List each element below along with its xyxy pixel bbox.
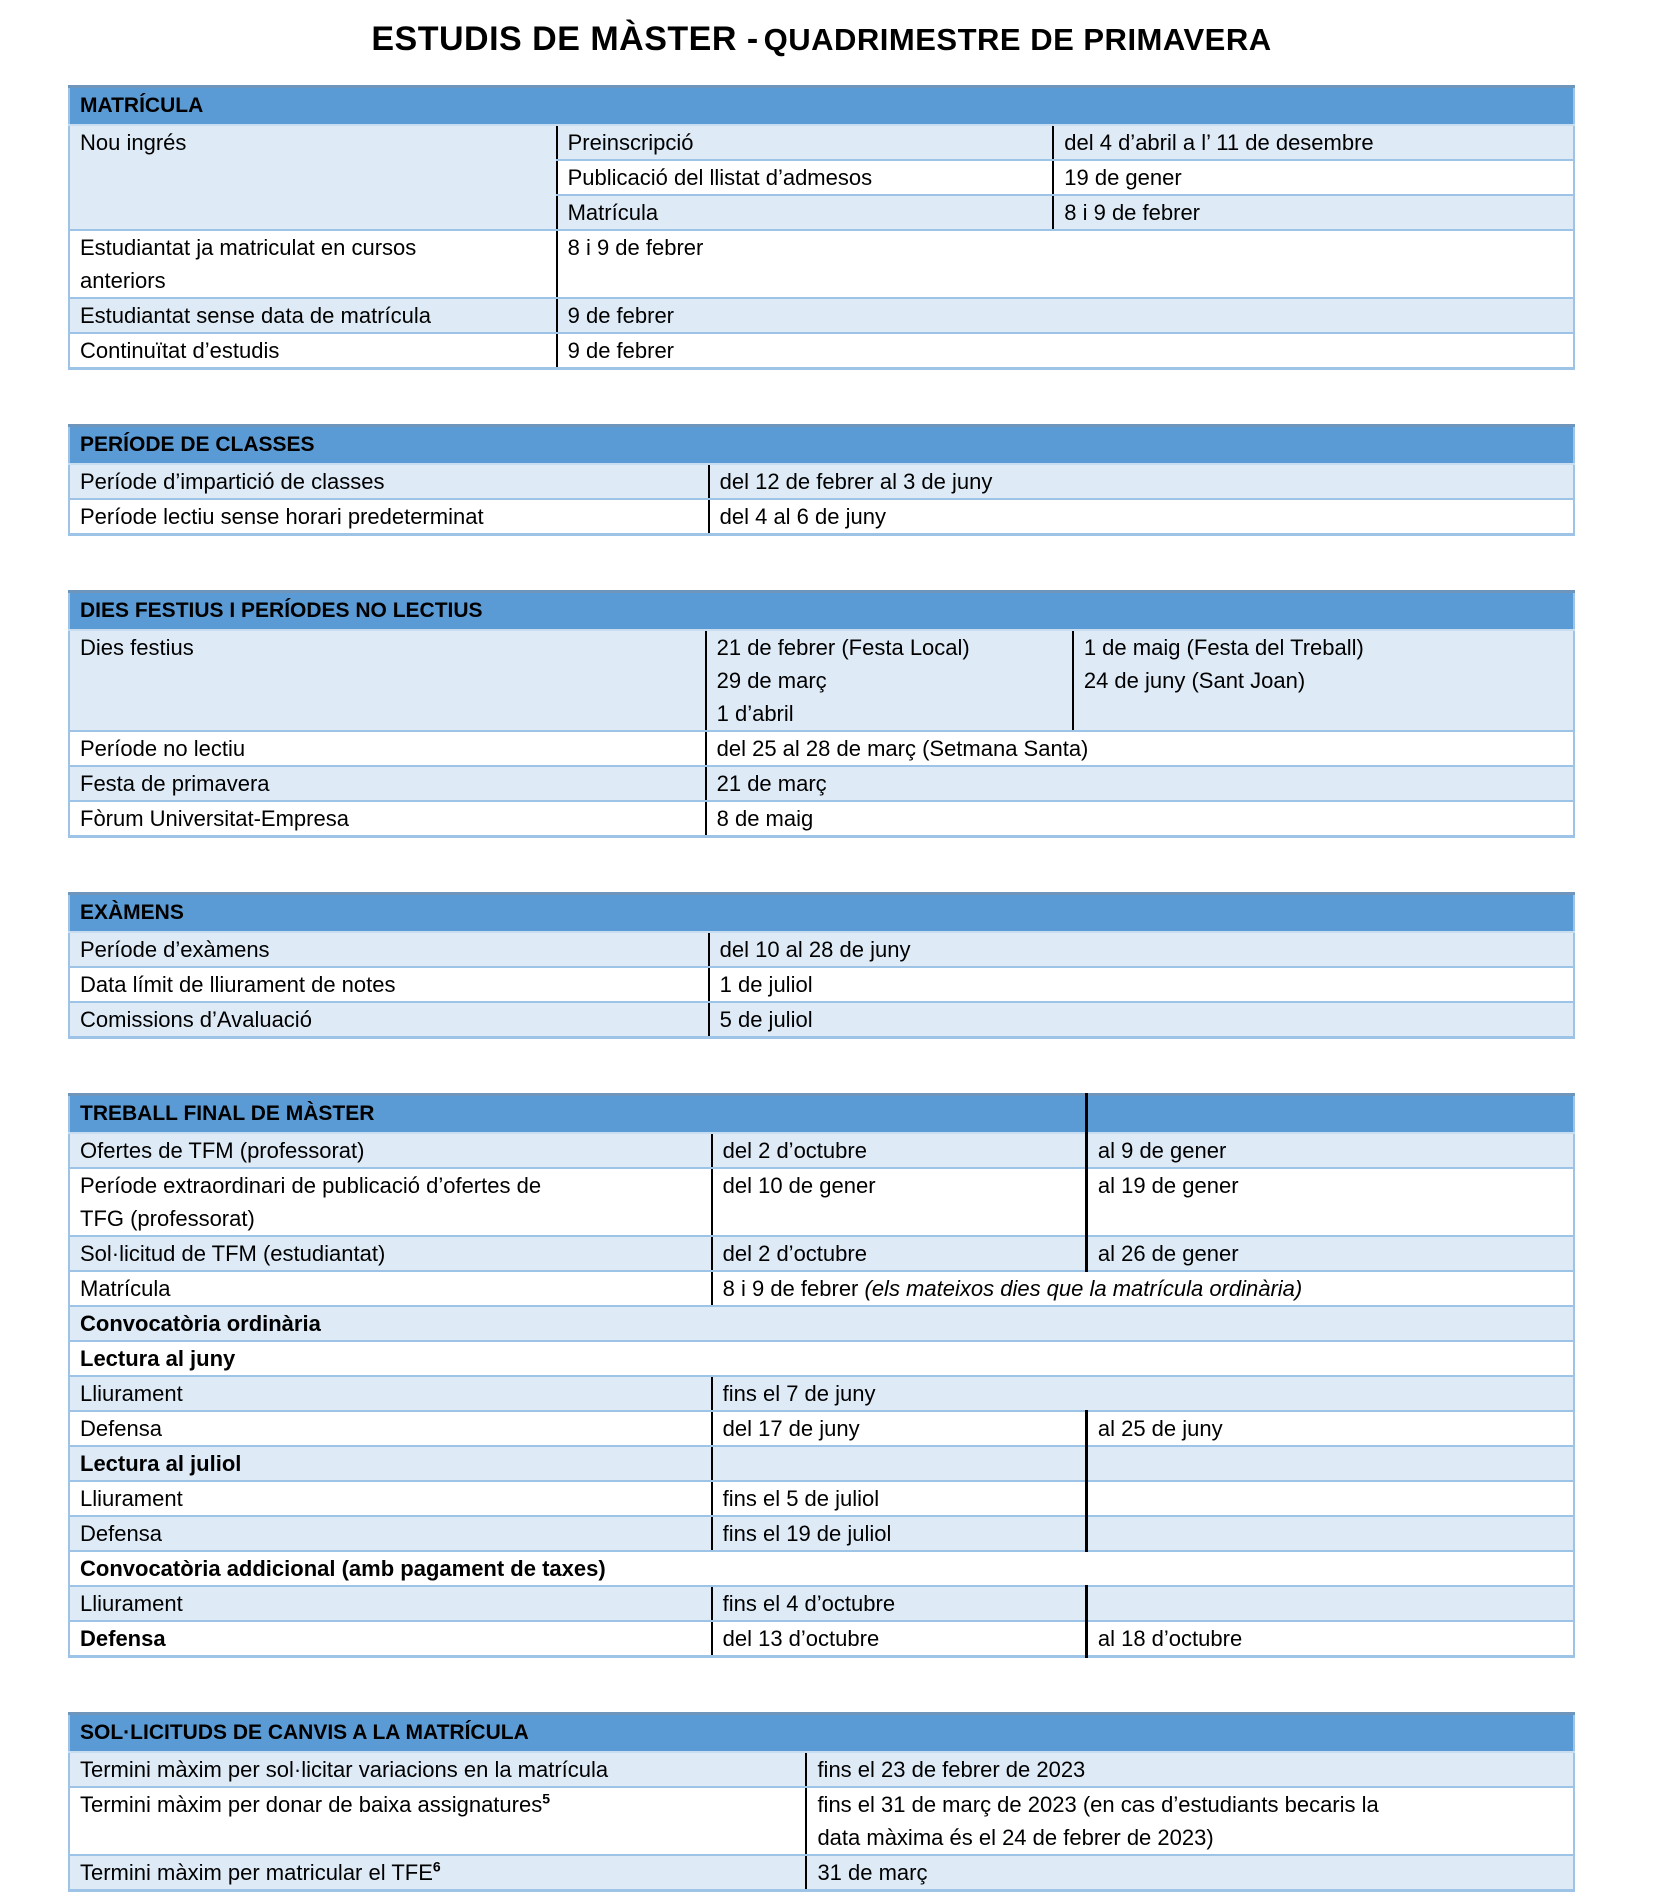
- table-cell: Publicació del llistat d’admesos: [557, 160, 1054, 195]
- table-cell: Lectura al juliol: [69, 1446, 712, 1481]
- table-cell: del 4 al 6 de juny: [709, 499, 1574, 535]
- table-cell: del 17 de juny: [712, 1411, 1087, 1446]
- section-header-label: MATRÍCULA: [69, 87, 1574, 126]
- section-header-row: [69, 894, 1574, 933]
- table-cell: Convocatòria addicional (amb pagament de taxes): [69, 1551, 1574, 1586]
- table-cell: Període no lectiu: [69, 731, 706, 766]
- table-cell: Ofertes de TFM (professorat): [69, 1133, 712, 1168]
- table-cell: Fòrum Universitat-Empresa: [69, 801, 706, 837]
- table-row: [69, 1787, 1574, 1855]
- table-cell: Preinscripció: [557, 125, 1054, 160]
- tables-area: [68, 85, 1575, 1892]
- table-cell: 1 de juliol: [709, 967, 1574, 1002]
- table-row: [69, 333, 1574, 369]
- table-row: [69, 1376, 1574, 1411]
- sollicituds-de-canvis-table: [68, 1712, 1575, 1892]
- table-row: [69, 1002, 1574, 1038]
- document-page: [68, 20, 1575, 1892]
- page-title-part-1: ESTUDIS DE MÀSTER -: [371, 20, 759, 58]
- table-cell: Defensa: [69, 1516, 712, 1551]
- table-cell: Estudiantat ja matriculat en cursos anteriors: [69, 230, 557, 298]
- table-cell: fins el 4 d’octubre: [712, 1586, 1087, 1621]
- table-cell: [1086, 1481, 1574, 1516]
- table-row: [69, 1341, 1574, 1376]
- table-cell: Sol·licitud de TFM (estudiantat): [69, 1236, 712, 1271]
- table-row: [69, 1168, 1574, 1236]
- table-row: [69, 1481, 1574, 1516]
- table-cell: 19 de gener: [1053, 160, 1574, 195]
- table-row: [69, 766, 1574, 801]
- table-cell: 8 i 9 de febrer: [557, 230, 1574, 298]
- table-cell: Dies festius: [69, 630, 706, 731]
- section-header-label: SOL·LICITUDS DE CANVIS A LA MATRÍCULA: [69, 1714, 1574, 1753]
- table-cell: Data límit de lliurament de notes: [69, 967, 709, 1002]
- table-row: [69, 1306, 1574, 1341]
- section-header-row: [69, 426, 1574, 465]
- table-cell: Convocatòria ordinària: [69, 1306, 1574, 1341]
- table-cell: del 12 de febrer al 3 de juny: [709, 464, 1574, 499]
- table-cell: Període d’impartició de classes: [69, 464, 709, 499]
- table-row: [69, 125, 1574, 160]
- section-header-label: [1086, 1095, 1574, 1134]
- section-header-row: [69, 1714, 1574, 1753]
- table-cell: 21 de març: [706, 766, 1574, 801]
- section-header-row: [69, 1095, 1574, 1134]
- table-row: [69, 298, 1574, 333]
- table-cell: [1086, 1516, 1574, 1551]
- table-cell: [712, 1446, 1087, 1481]
- table-row: [69, 731, 1574, 766]
- table-cell: 31 de març: [806, 1855, 1574, 1891]
- table-row: [69, 630, 1574, 731]
- table-row: [69, 1621, 1574, 1657]
- table-row: [69, 967, 1574, 1002]
- table-cell: Termini màxim per donar de baixa assignatures$^5$: [69, 1787, 806, 1855]
- table-cell: 9 de febrer: [557, 333, 1574, 369]
- table-cell: del 13 d’octubre: [712, 1621, 1087, 1657]
- dies-festius-table: [68, 590, 1575, 838]
- section-header-label: PERÍODE DE CLASSES: [69, 426, 1574, 465]
- table-row: [69, 1516, 1574, 1551]
- table-row: [69, 932, 1574, 967]
- matricula-table: [68, 85, 1575, 370]
- table-cell: 5 de juliol: [709, 1002, 1574, 1038]
- table-cell: al 9 de gener: [1086, 1133, 1574, 1168]
- table-cell: 8 de maig: [706, 801, 1574, 837]
- table-cell: 1 de maig (Festa del Treball) 24 de juny (Sant Joan): [1073, 630, 1574, 731]
- table-cell: Festa de primavera: [69, 766, 706, 801]
- table-cell: del 25 al 28 de març (Setmana Santa): [706, 731, 1574, 766]
- section-header-row: [69, 87, 1574, 126]
- table-cell: Període d’exàmens: [69, 932, 709, 967]
- table-cell: Defensa: [69, 1411, 712, 1446]
- page-title: [68, 20, 1575, 59]
- table-cell: Lliurament: [69, 1376, 712, 1411]
- table-cell: Matrícula: [557, 195, 1054, 230]
- table-cell: al 18 d’octubre: [1086, 1621, 1574, 1657]
- table-cell: del 2 d’octubre: [712, 1133, 1087, 1168]
- table-row: [69, 1551, 1574, 1586]
- table-row: [69, 464, 1574, 499]
- table-cell: Termini màxim per matricular el TFE$^6$: [69, 1855, 806, 1891]
- table-cell: fins el 31 de març de 2023 (en cas d’estudiants becaris la data màxima és el 24 de febrer de 2023): [806, 1787, 1574, 1855]
- table-cell: del 2 d’octubre: [712, 1236, 1087, 1271]
- table-cell: al 19 de gener: [1086, 1168, 1574, 1236]
- table-row: [69, 1752, 1574, 1787]
- table-cell: 8 i 9 de febrer: [1053, 195, 1574, 230]
- table-cell: Lliurament: [69, 1586, 712, 1621]
- table-cell: fins el 5 de juliol: [712, 1481, 1087, 1516]
- section-header-label: EXÀMENS: [69, 894, 1574, 933]
- table-cell: fins el 19 de juliol: [712, 1516, 1087, 1551]
- table-cell: del 4 d’abril a l’ 11 de desembre: [1053, 125, 1574, 160]
- examens-table: [68, 892, 1575, 1039]
- table-cell: [1086, 1446, 1574, 1481]
- page-title-part-2: QUADRIMESTRE DE PRIMAVERA: [763, 22, 1272, 57]
- table-cell: Període lectiu sense horari predeterminat: [69, 499, 709, 535]
- table-row: [69, 801, 1574, 837]
- table-cell: fins el 23 de febrer de 2023: [806, 1752, 1574, 1787]
- table-cell: Matrícula: [69, 1271, 712, 1306]
- section-header-row: [69, 592, 1574, 631]
- table-cell: 9 de febrer: [557, 298, 1574, 333]
- table-cell: Nou ingrés: [69, 125, 557, 230]
- table-row: [69, 1271, 1574, 1306]
- table-cell: Lliurament: [69, 1481, 712, 1516]
- table-row: [69, 1236, 1574, 1271]
- table-cell: Lectura al juny: [69, 1341, 1574, 1376]
- table-cell: 21 de febrer (Festa Local) 29 de març 1 d’abril: [706, 630, 1073, 731]
- table-cell: Termini màxim per sol·licitar variacions en la matrícula: [69, 1752, 806, 1787]
- table-row: [69, 1133, 1574, 1168]
- table-cell: al 25 de juny: [1086, 1411, 1574, 1446]
- table-cell: al 26 de gener: [1086, 1236, 1574, 1271]
- table-cell: del 10 al 28 de juny: [709, 932, 1574, 967]
- table-row: [69, 230, 1574, 298]
- table-row: [69, 499, 1574, 535]
- table-cell: fins el 7 de juny: [712, 1376, 1574, 1411]
- table-row: [69, 1855, 1574, 1891]
- table-row: [69, 1411, 1574, 1446]
- table-cell: Defensa: [69, 1621, 712, 1657]
- table-cell: Estudiantat sense data de matrícula: [69, 298, 557, 333]
- table-cell: Període extraordinari de publicació d’ofertes de TFG (professorat): [69, 1168, 712, 1236]
- section-header-label: TREBALL FINAL DE MÀSTER: [69, 1095, 1086, 1134]
- table-row: [69, 1446, 1574, 1481]
- table-cell: Comissions d’Avaluació: [69, 1002, 709, 1038]
- treball-final-de-master-table: [68, 1093, 1575, 1658]
- section-header-label: DIES FESTIUS I PERÍODES NO LECTIUS: [69, 592, 1574, 631]
- table-row: [69, 1586, 1574, 1621]
- periode-de-classes-table: [68, 424, 1575, 536]
- table-cell: del 10 de gener: [712, 1168, 1087, 1236]
- table-cell: 8 i 9 de febrer (els mateixos dies que la matrícula ordinària): [712, 1271, 1574, 1306]
- table-cell: Continuïtat d’estudis: [69, 333, 557, 369]
- table-cell: [1086, 1586, 1574, 1621]
